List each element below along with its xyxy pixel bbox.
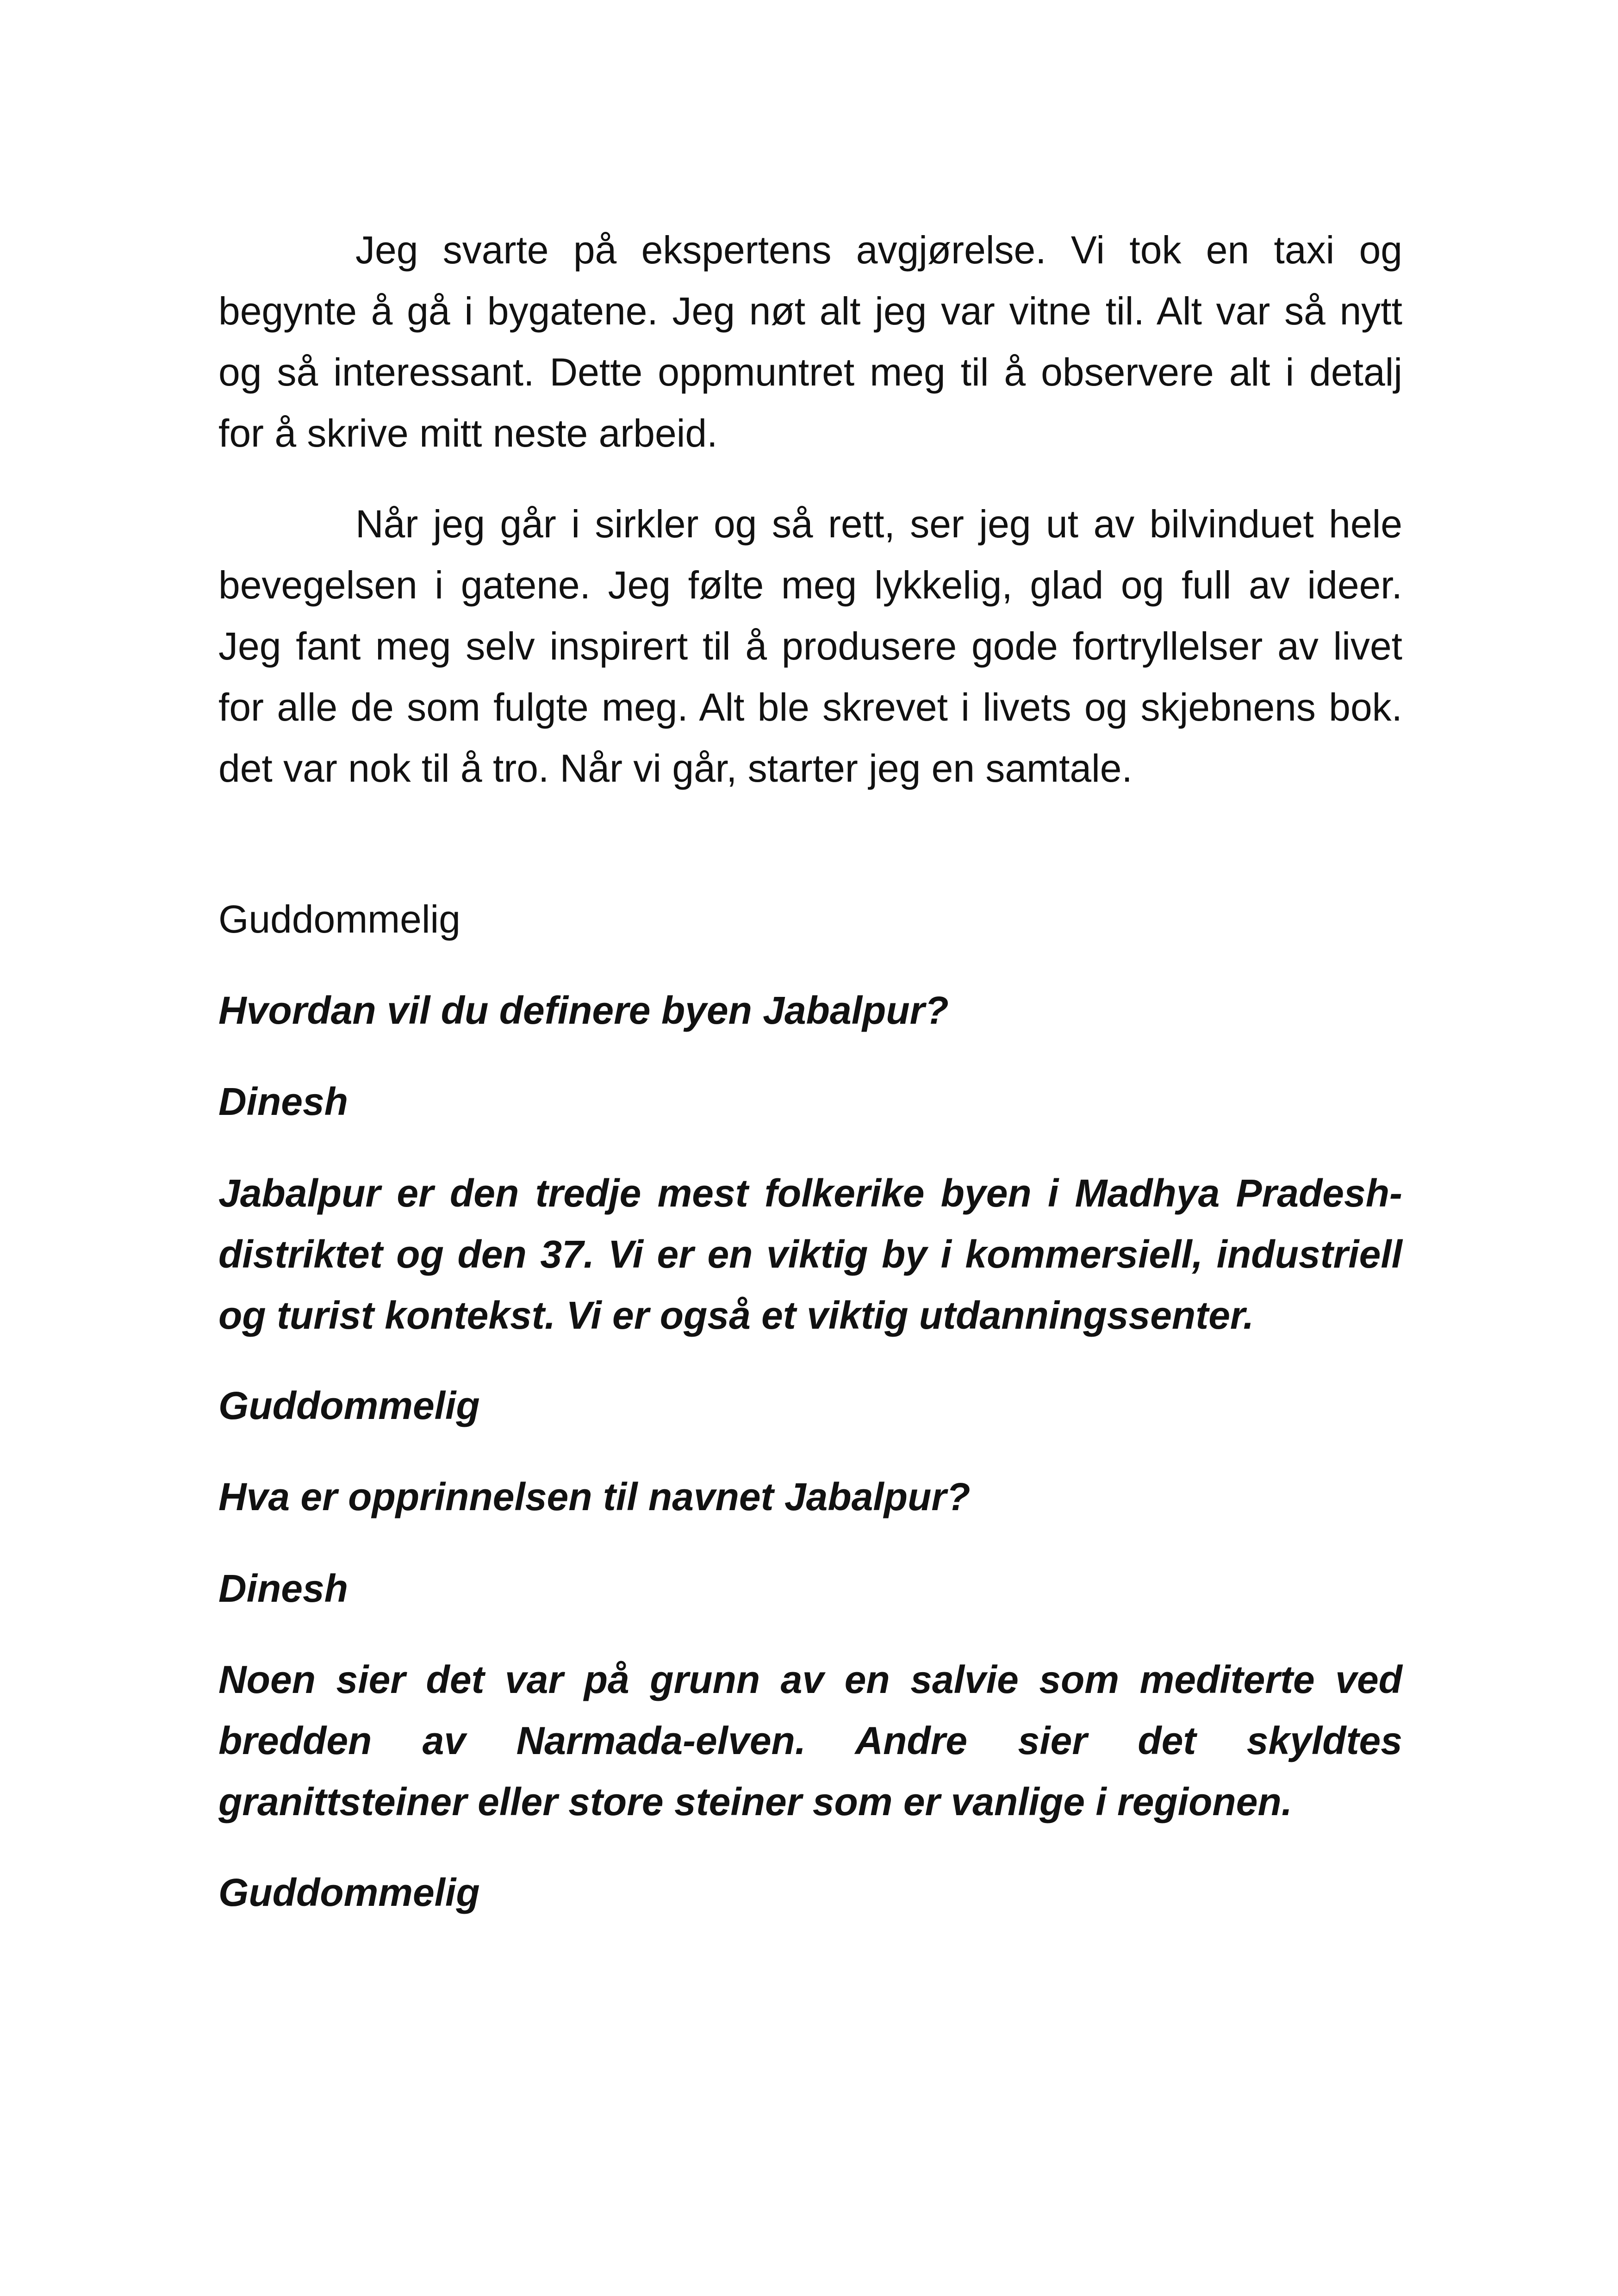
dialogue-question-2: Hva er opprinnelsen til navnet Jabalpur? — [218, 1475, 971, 1518]
speaker-label-guddommelig-3: Guddommelig — [218, 1871, 480, 1914]
speaker-label-dinesh-2: Dinesh — [218, 1567, 348, 1610]
narrative-paragraph-1: Jeg svarte på ekspertens avgjørelse. Vi tok en taxi og begynte å gå i bygatene. Jeg nøt alt jeg var vitne til. Alt var så nytt og så interessant. Dette oppmuntret meg til å observere alt i detalj for å skrive mitt neste arbeid. — [218, 228, 1402, 455]
dialogue-question-1: Hvordan vil du definere byen Jabalpur? — [218, 989, 949, 1032]
speaker-label-guddommelig-1: Guddommelig — [218, 897, 461, 941]
narrative-paragraph-2: Når jeg går i sirkler og så rett, ser jeg ut av bilvinduet hele bevegelsen i gatene. Jeg følte meg lykkelig, glad og full av ideer. Jeg fant meg selv inspirert til å produsere gode fortryllelser av livet for alle de som fulgte meg. Alt ble skrevet i livets og skjebnens bok. det var nok til å tro. Når vi går, starter jeg en samtale. — [218, 502, 1402, 790]
dialogue-answer-2: Noen sier det var på grunn av en salvie som mediterte ved bredden av Narmada-elven. Andre sier det skyldtes granittsteiner eller store steiner som er vanlige i regionen. — [218, 1658, 1402, 1823]
dialogue-answer-1: Jabalpur er den tredje mest folkerike byen i Madhya Pradesh-distriktet og den 37. Vi er en viktig by i kommersiell, industriell og turist kontekst. Vi er også et viktig utdanningssenter. — [218, 1171, 1402, 1337]
speaker-label-guddommelig-2: Guddommelig — [218, 1384, 480, 1427]
speaker-label-dinesh-1: Dinesh — [218, 1080, 348, 1123]
